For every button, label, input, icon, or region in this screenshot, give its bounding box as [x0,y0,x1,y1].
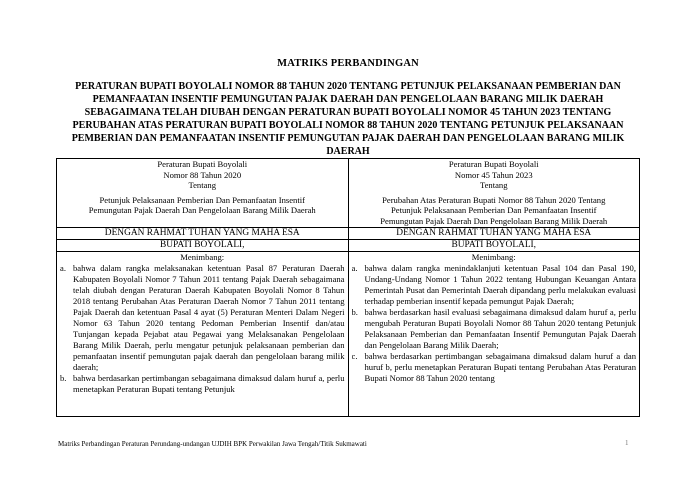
clause-text: bahwa dalam rangka menindaklanjuti ketentuan Pasal 104 dan Pasal 190, Undang-Undang Nomor 1 Tahun 2022 tentang Hubungan Keuangan Antara Pemerintah Pusat dan Pemerintah Daerah dipandang perlu melakukan evaluasi terhadap pemberian insentif kepada pemungut Pajak Daerah; [364,262,636,306]
clause-text: bahwa berdasarkan pertimbangan sebagaimana dimaksud dalam huruf a, perlu menetapkan Peraturan Bupati tentang Petunjuk [73,372,345,394]
right-heading: Peraturan Bupati Boyolali [448,159,539,169]
clause-text: bahwa dalam rangka melaksanakan ketentuan Pasal 87 Peraturan Daerah Kabupaten Boyolali Nomor 7 Tahun 2011 tentang Pajak Daerah sebagaimana telah diubah dengan Peraturan Daerah Kabupaten Boyolali Nomor 8 Tahun 2018 tentang Perubahan Atas Peraturan Daerah Nomor 7 Tahun 2011 tentang Pajak Daerah dan ketentuan Pasal 4 ayat (5) Peraturan Menteri Dalam Negeri Nomor 63 Tahun 2020 tentang Pedoman Pemberian Insentif dan/atau Tunjangan kepada Pejabat atau Pegawai yang Melaksanakan Pengelolaan Barang Milik Daerah, perlu mengatur petunjuk pelaksanaan pemberian dan pemanfaatan insentif pemungutan pajak daerah dan pengelolaan barang milik daerah; [73,262,345,372]
bupati-row [57,239,640,251]
left-bupati: BUPATI BOYOLALI, [57,239,349,251]
list-item [60,263,345,373]
list-item [60,373,345,395]
rahmat-row [57,227,640,239]
regulation-title: PERATURAN BUPATI BOYOLALI NOMOR 88 TAHUN 2020 TENTANG PETUNJUK PELAKSANAAN PEMBERIAN DAN PEMANFAATAN INSENTIF PEMUNGUTAN PAJAK DAERAH DAN PENGELOLAAN BARANG MILIK DAERAH SEBAGAIMANA TELAH DIUBAH DENGAN PERATURAN BUPATI BOYOLALI NOMOR 45 TAHUN 2023 TENTANG PERUBAHAN ATAS PERATURAN BUPATI BOYOLALI NOMOR 88 TAHUN 2020 TENTANG PETUNJUK PELAKSANAAN PEMBERIAN DAN PEMANFAATAN INSENTIF PEMUNGUTAN PAJAK DAERAH DAN PENGELOLAAN BARANG MILIK DAERAH [71,81,625,157]
left-menimbang-cell [57,251,349,416]
right-tentang: Tentang [479,180,508,191]
document-title: MATRIKS PERBANDINGAN [277,58,419,69]
page-number: 1 [625,439,629,447]
list-item [352,307,637,351]
left-number: Nomor 88 Tahun 2020 [163,169,242,180]
left-regulation-header [57,159,349,228]
right-subject-line: Petunjuk Pelaksanaan Pemberian Dan Pemanfaatan Insentif [391,205,597,216]
table-header-row [57,159,640,228]
right-subject-line: Perubahan Atas Peraturan Bupati Nomor 88 Tahun 2020 Tentang [382,194,606,205]
right-subject-line: Pemungutan Pajak Daerah Dan Pengelolaan Barang Milik Daerah [380,215,608,226]
list-item [352,263,637,307]
right-menimbang-label: Menimbang: [471,251,516,262]
clause-label: b. [351,306,358,317]
clause-label: b. [60,372,67,383]
left-subject-line: Pemungutan Pajak Daerah Dan Pengelolaan Barang Milik Daerah [88,205,316,216]
list-item [352,351,637,384]
right-number: Nomor 45 Tahun 2023 [454,169,533,180]
clause-label: a. [351,262,358,273]
right-regulation-header [348,159,640,228]
right-bupati: BUPATI BOYOLALI, [348,239,640,251]
clause-text: bahwa berdasarkan pertimbangan sebagaimana dimaksud dalam huruf a dan huruf b, perlu menetapkan Peraturan Bupati tentang Perubahan Atas Peraturan Bupati Nomor 88 Tahun 2020 tentang [364,350,636,383]
menimbang-row [57,251,640,416]
right-menimbang-cell [348,251,640,416]
left-heading: Peraturan Bupati Boyolali [157,159,248,169]
clause-label: a. [60,262,66,273]
comparison-table [56,158,640,417]
left-tentang: Tentang [188,180,217,191]
clause-text: bahwa berdasarkan hasil evaluasi sebagaimana dimaksud dalam huruf a, perlu mengubah Peraturan Bupati Boyolali Nomor 88 Tahun 2020 tentang Petunjuk Pelaksanaan Pemberian dan Pemanfaatan Insentif Pemungutan Pajak Daerah dan Pengelolaan Barang Milik Daerah; [364,306,636,350]
left-subject-line: Petunjuk Pelaksanaan Pemberian Dan Pemanfaatan Insentif [99,194,305,205]
clause-label: c. [351,350,358,361]
page-footer: Matriks Perbandingan Peraturan Perundang-undangan UJDIH BPK Perwakilan Jawa Tengah/Titik Sukmawati [58,440,367,448]
left-menimbang-label: Menimbang: [180,251,225,262]
left-rahmat: DENGAN RAHMAT TUHAN YANG MAHA ESA [57,227,349,239]
right-rahmat: DENGAN RAHMAT TUHAN YANG MAHA ESA [348,227,640,239]
